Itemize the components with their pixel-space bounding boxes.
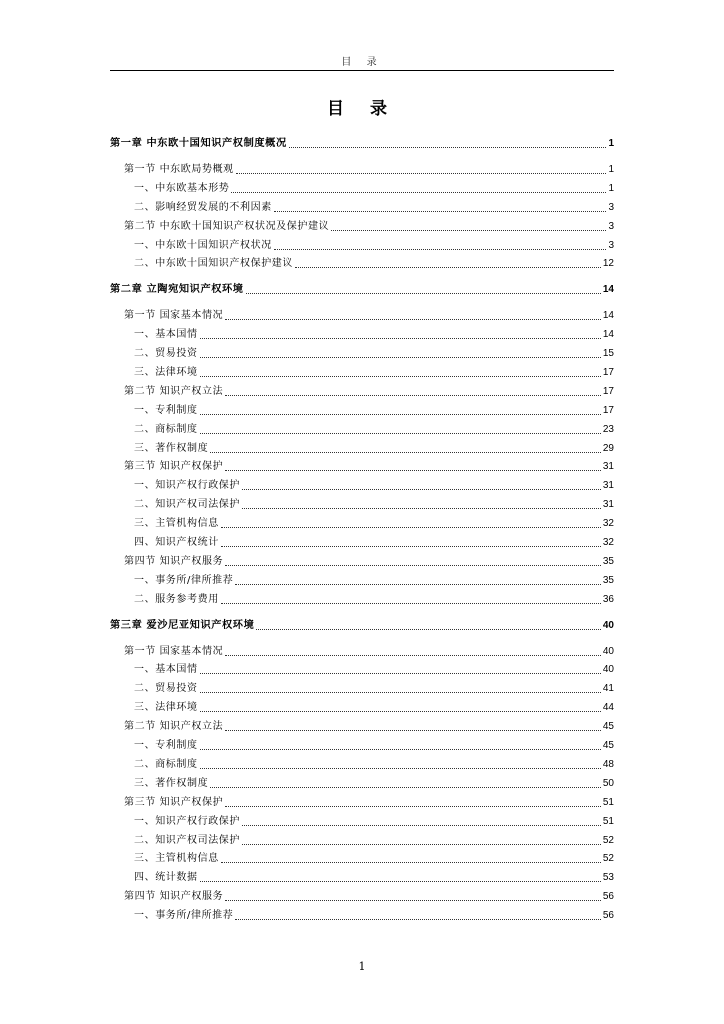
toc-entry-label: 第二节 中东欧十国知识产权状况及保护建议 — [124, 220, 330, 232]
toc-entry-page: 1 — [608, 138, 614, 149]
dot-leader — [225, 565, 601, 566]
dot-leader — [200, 338, 601, 339]
toc-entry-subsection[interactable] — [110, 201, 614, 215]
toc-entry-page: 3 — [608, 220, 614, 232]
toc-entry-page: 14 — [602, 284, 614, 296]
toc-entry-label: 二、中东欧十国知识产权保护建议 — [134, 258, 293, 270]
toc-entry-label: 二、影响经贸发展的不利因素 — [134, 201, 272, 213]
dot-leader — [200, 414, 601, 415]
toc-entry-page: 45 — [602, 721, 614, 733]
dot-leader — [235, 584, 601, 585]
toc-entry-section[interactable] — [110, 645, 614, 659]
dot-leader — [235, 919, 601, 920]
toc-entry-label: 第四节 知识产权服务 — [124, 891, 224, 903]
toc-entry-label: 二、商标制度 — [134, 423, 198, 435]
toc-entry-page: 36 — [602, 593, 614, 605]
toc-entry-subsection[interactable] — [110, 574, 614, 588]
toc-entry-label: 三、著作权制度 — [134, 777, 209, 789]
toc-entry-page: 51 — [602, 796, 614, 808]
dot-leader — [225, 806, 601, 807]
toc-entry-page: 40 — [602, 664, 614, 676]
dot-leader — [274, 211, 607, 212]
toc-entry-page: 12 — [602, 258, 614, 270]
toc-entry-page: 50 — [602, 777, 614, 789]
toc-entry-label: 一、基本国情 — [134, 664, 198, 676]
toc-entry-page: 35 — [602, 555, 614, 567]
dot-leader — [221, 546, 601, 547]
toc-entry-label: 一、知识产权行政保护 — [134, 815, 240, 827]
toc-entry-subsection[interactable] — [110, 328, 614, 342]
toc-entry-page: 29 — [602, 442, 614, 454]
toc-entry-subsection[interactable] — [110, 498, 614, 512]
dot-leader — [225, 395, 601, 396]
toc-entry-label: 第二节 知识产权立法 — [124, 721, 224, 733]
toc-entry-section[interactable] — [110, 720, 614, 734]
toc-entry-page: 32 — [602, 537, 614, 548]
toc-entry-page: 17 — [602, 404, 614, 416]
toc-entry-page: 48 — [602, 758, 614, 770]
toc-entry-label: 一、专利制度 — [134, 404, 198, 416]
toc-entry-section[interactable] — [110, 385, 614, 399]
toc-entry-label: 二、贸易投资 — [134, 683, 198, 695]
toc-entry-page: 17 — [602, 385, 614, 397]
dot-leader — [246, 293, 601, 294]
dot-leader — [231, 192, 606, 193]
toc-entry-subsection[interactable] — [110, 815, 614, 829]
toc-entry-page: 3 — [608, 239, 614, 251]
toc-entry-page: 40 — [602, 619, 614, 631]
dot-leader — [225, 730, 601, 731]
toc-entry-label: 四、统计数据 — [134, 872, 198, 884]
toc-entry-label: 第二章 立陶宛知识产权环境 — [110, 284, 244, 296]
toc-entry-page: 41 — [602, 683, 614, 695]
toc-entry-subsection[interactable] — [110, 366, 614, 380]
toc-entry-section[interactable] — [110, 309, 614, 323]
toc-entry-subsection[interactable] — [110, 536, 614, 550]
toc-entry-page: 52 — [602, 853, 614, 865]
toc-entry-label: 第一节 中东欧局势概观 — [124, 163, 234, 175]
toc-entry-subsection[interactable] — [110, 871, 614, 885]
toc-entry-page: 40 — [602, 645, 614, 657]
toc-entry-subsection[interactable] — [110, 777, 614, 791]
toc-entry-page: 23 — [602, 423, 614, 435]
dot-leader — [331, 230, 606, 231]
dot-leader — [200, 357, 601, 358]
toc-entry-subsection[interactable] — [110, 593, 614, 607]
toc-entry-section[interactable] — [110, 460, 614, 474]
toc-entry-label: 三、主管机构信息 — [134, 518, 219, 530]
toc-entry-label: 二、贸易投资 — [134, 348, 198, 359]
dot-leader — [242, 825, 601, 826]
toc-entry-subsection[interactable] — [110, 257, 614, 271]
dot-leader — [242, 489, 601, 490]
dot-leader — [200, 749, 601, 750]
toc-entry-subsection[interactable] — [110, 852, 614, 866]
dot-leader — [274, 249, 607, 250]
toc-entry-label: 一、基本国情 — [134, 329, 198, 341]
dot-leader — [225, 900, 601, 901]
dot-leader — [225, 655, 601, 656]
dot-leader — [225, 470, 601, 471]
page-title: 目 录 — [327, 99, 397, 119]
toc-entry-label: 一、专利制度 — [134, 740, 198, 751]
toc-entry-page: 56 — [602, 910, 614, 922]
toc-entry-subsection[interactable] — [110, 239, 614, 253]
toc-entry-label: 二、服务参考费用 — [134, 593, 219, 605]
toc-entry-page: 44 — [602, 702, 614, 714]
toc-entry-label: 三、法律环境 — [134, 702, 198, 714]
header-rule — [110, 70, 614, 71]
dot-leader — [210, 787, 601, 788]
toc-entry-subsection[interactable] — [110, 663, 614, 677]
toc-entry-section[interactable] — [110, 796, 614, 810]
dot-leader — [225, 319, 601, 320]
dot-leader — [200, 881, 601, 882]
dot-leader — [200, 711, 601, 712]
toc-entry-label: 第一章 中东欧十国知识产权制度概况 — [110, 138, 287, 149]
dot-leader — [210, 452, 601, 453]
toc-entry-subsection[interactable] — [110, 758, 614, 772]
dot-leader — [295, 267, 601, 268]
page-number: 1 — [358, 960, 366, 973]
toc-entry-page: 52 — [602, 834, 614, 846]
toc-entry-label: 三、著作权制度 — [134, 442, 209, 454]
toc-entry-section[interactable] — [110, 163, 614, 177]
toc-entry-label: 一、事务所/律所推荐 — [134, 574, 234, 586]
toc-entry-subsection[interactable] — [110, 834, 614, 848]
toc-entry-chapter[interactable] — [110, 137, 614, 151]
dot-leader — [200, 673, 601, 674]
dot-leader — [200, 768, 601, 769]
toc-entry-page: 31 — [602, 461, 614, 473]
dot-leader — [242, 844, 601, 845]
toc-entry-chapter[interactable] — [110, 619, 614, 633]
toc-entry-label: 三、法律环境 — [134, 366, 198, 378]
toc-entry-section[interactable] — [110, 220, 614, 234]
dot-leader — [221, 862, 601, 863]
toc-entry-label: 第三章 爱沙尼亚知识产权环境 — [110, 619, 255, 631]
toc-entry-page: 14 — [602, 310, 614, 322]
toc-entry-page: 17 — [602, 366, 614, 378]
toc-entry-page: 31 — [602, 499, 614, 511]
toc-entry-subsection[interactable] — [110, 909, 614, 923]
dot-leader — [221, 603, 601, 604]
toc-entry-label: 第三节 知识产权保护 — [124, 461, 224, 473]
toc-entry-label: 一、知识产权行政保护 — [134, 480, 240, 492]
dot-leader — [236, 173, 607, 174]
toc-entry-section[interactable] — [110, 890, 614, 904]
toc-entry-subsection[interactable] — [110, 739, 614, 753]
running-header: 目 录 — [341, 57, 383, 68]
dot-leader — [200, 433, 601, 434]
toc-entry-label: 第三节 知识产权保护 — [124, 796, 224, 808]
toc-entry-label: 第一节 国家基本情况 — [124, 310, 224, 322]
toc-entry-label: 四、知识产权统计 — [134, 537, 219, 548]
toc-entry-label: 二、商标制度 — [134, 758, 198, 770]
toc-entry-subsection[interactable] — [110, 347, 614, 361]
toc-entry-subsection[interactable] — [110, 423, 614, 437]
toc-entry-page: 1 — [608, 163, 614, 175]
toc-entry-page: 56 — [602, 891, 614, 903]
toc-entry-label: 第二节 知识产权立法 — [124, 385, 224, 397]
dot-leader — [242, 508, 601, 509]
toc-entry-page: 31 — [602, 480, 614, 492]
toc-entry-subsection[interactable] — [110, 701, 614, 715]
toc-entry-page: 1 — [608, 182, 614, 194]
dot-leader — [289, 147, 607, 148]
toc-entry-page: 53 — [602, 872, 614, 884]
toc-entry-page: 14 — [602, 329, 614, 341]
toc-entry-page: 35 — [602, 574, 614, 586]
toc-entry-subsection[interactable] — [110, 682, 614, 696]
toc-entry-page: 3 — [608, 201, 614, 213]
toc-entry-label: 一、事务所/律所推荐 — [134, 910, 234, 922]
toc-entry-page: 32 — [602, 518, 614, 530]
toc-entry-subsection[interactable] — [110, 442, 614, 456]
toc-entry-subsection[interactable] — [110, 182, 614, 196]
toc-entry-label: 第四节 知识产权服务 — [124, 555, 224, 567]
toc-entry-label: 一、中东欧十国知识产权状况 — [134, 239, 272, 251]
toc-entry-label: 二、知识产权司法保护 — [134, 499, 240, 511]
dot-leader — [200, 376, 601, 377]
toc-entry-page: 45 — [602, 740, 614, 751]
toc-entry-page: 15 — [602, 348, 614, 359]
toc-entry-subsection[interactable] — [110, 517, 614, 531]
toc-entry-subsection[interactable] — [110, 404, 614, 418]
dot-leader — [221, 527, 601, 528]
dot-leader — [200, 692, 601, 693]
toc-entry-label: 一、中东欧基本形势 — [134, 182, 230, 194]
dot-leader — [256, 629, 600, 630]
toc-entry-chapter[interactable] — [110, 283, 614, 297]
toc-entry-subsection[interactable] — [110, 479, 614, 493]
toc-entry-label: 三、主管机构信息 — [134, 853, 219, 865]
toc-entry-section[interactable] — [110, 555, 614, 569]
toc-entry-label: 二、知识产权司法保护 — [134, 834, 240, 846]
toc-entry-label: 第一节 国家基本情况 — [124, 645, 224, 657]
toc-entry-page: 51 — [602, 815, 614, 827]
